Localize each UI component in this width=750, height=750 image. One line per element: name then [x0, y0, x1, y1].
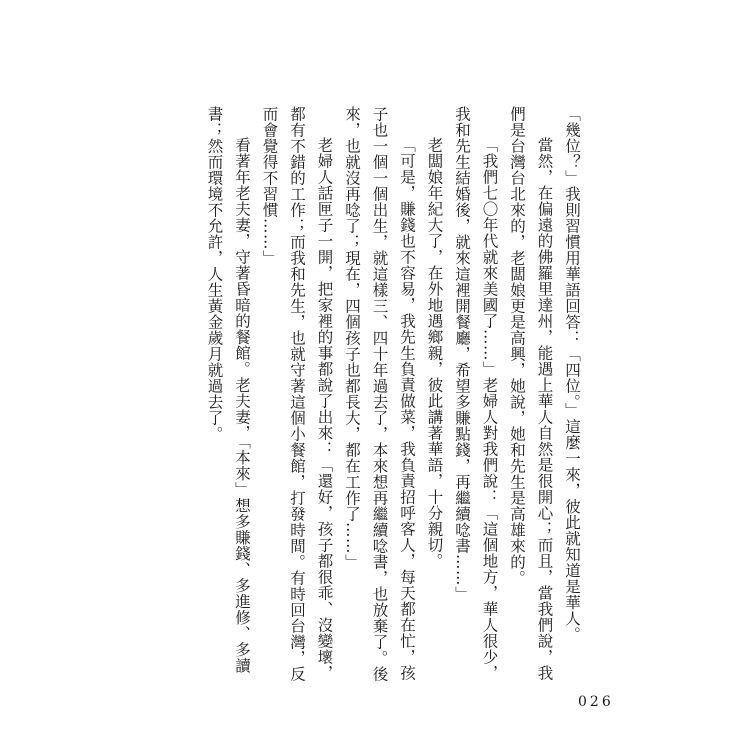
- vertical-body-text: [180, 106, 585, 686]
- paragraph-3: 「我們七〇年代就來美國了……」老婦人對我們說：「這個地方，華人很少，我和先生結婚後，就來這裡開餐廳，希望多賺點錢，再繼續唸書……」: [453, 106, 499, 681]
- paragraph-4: 老闆娘年紀大了，在外地遇鄉親，彼此講著華語，十分親切。: [425, 137, 444, 569]
- paragraph-2: 當然，在偏遠的佛羅里達州，能遇上華人自然是很開心；而且，當我們說，我們是台灣台北來的，老闆娘更是高興，她說，她和先生是高雄來的。: [508, 106, 554, 681]
- paragraph-7: 看著年老夫妻，守著昏暗的餐館。老夫妻，「本來」想多賺錢、多進修、多讀書；然而環境不允許，人生黃金歲月就過去了。: [205, 106, 251, 674]
- paragraph-5: 「可是，賺錢也不容易，我先生負責做菜，我負責招呼客人，每天都在忙，孩子也一個一個出生，就這樣三、四十年過去了，本來想再繼續唸書，也放棄了。後來，也就沒再唸了；現在，四個孩子也都長大，都在工作了……」: [343, 106, 416, 682]
- paragraph-6: 老婦人話匣子一開，把家裡的事都說了出來：「還好，孩子都很乖、沒變壞，都有不錯的工作；而我和先生，也就守著這個小餐館，打發時間。有時回台灣，反而會覺得不習慣……」: [260, 106, 334, 682]
- paragraph-1: 「幾位？」我則習慣用華語回答：「四位。」這麼一來，彼此就知道是華人。: [563, 106, 581, 643]
- page-number: 026: [578, 694, 614, 710]
